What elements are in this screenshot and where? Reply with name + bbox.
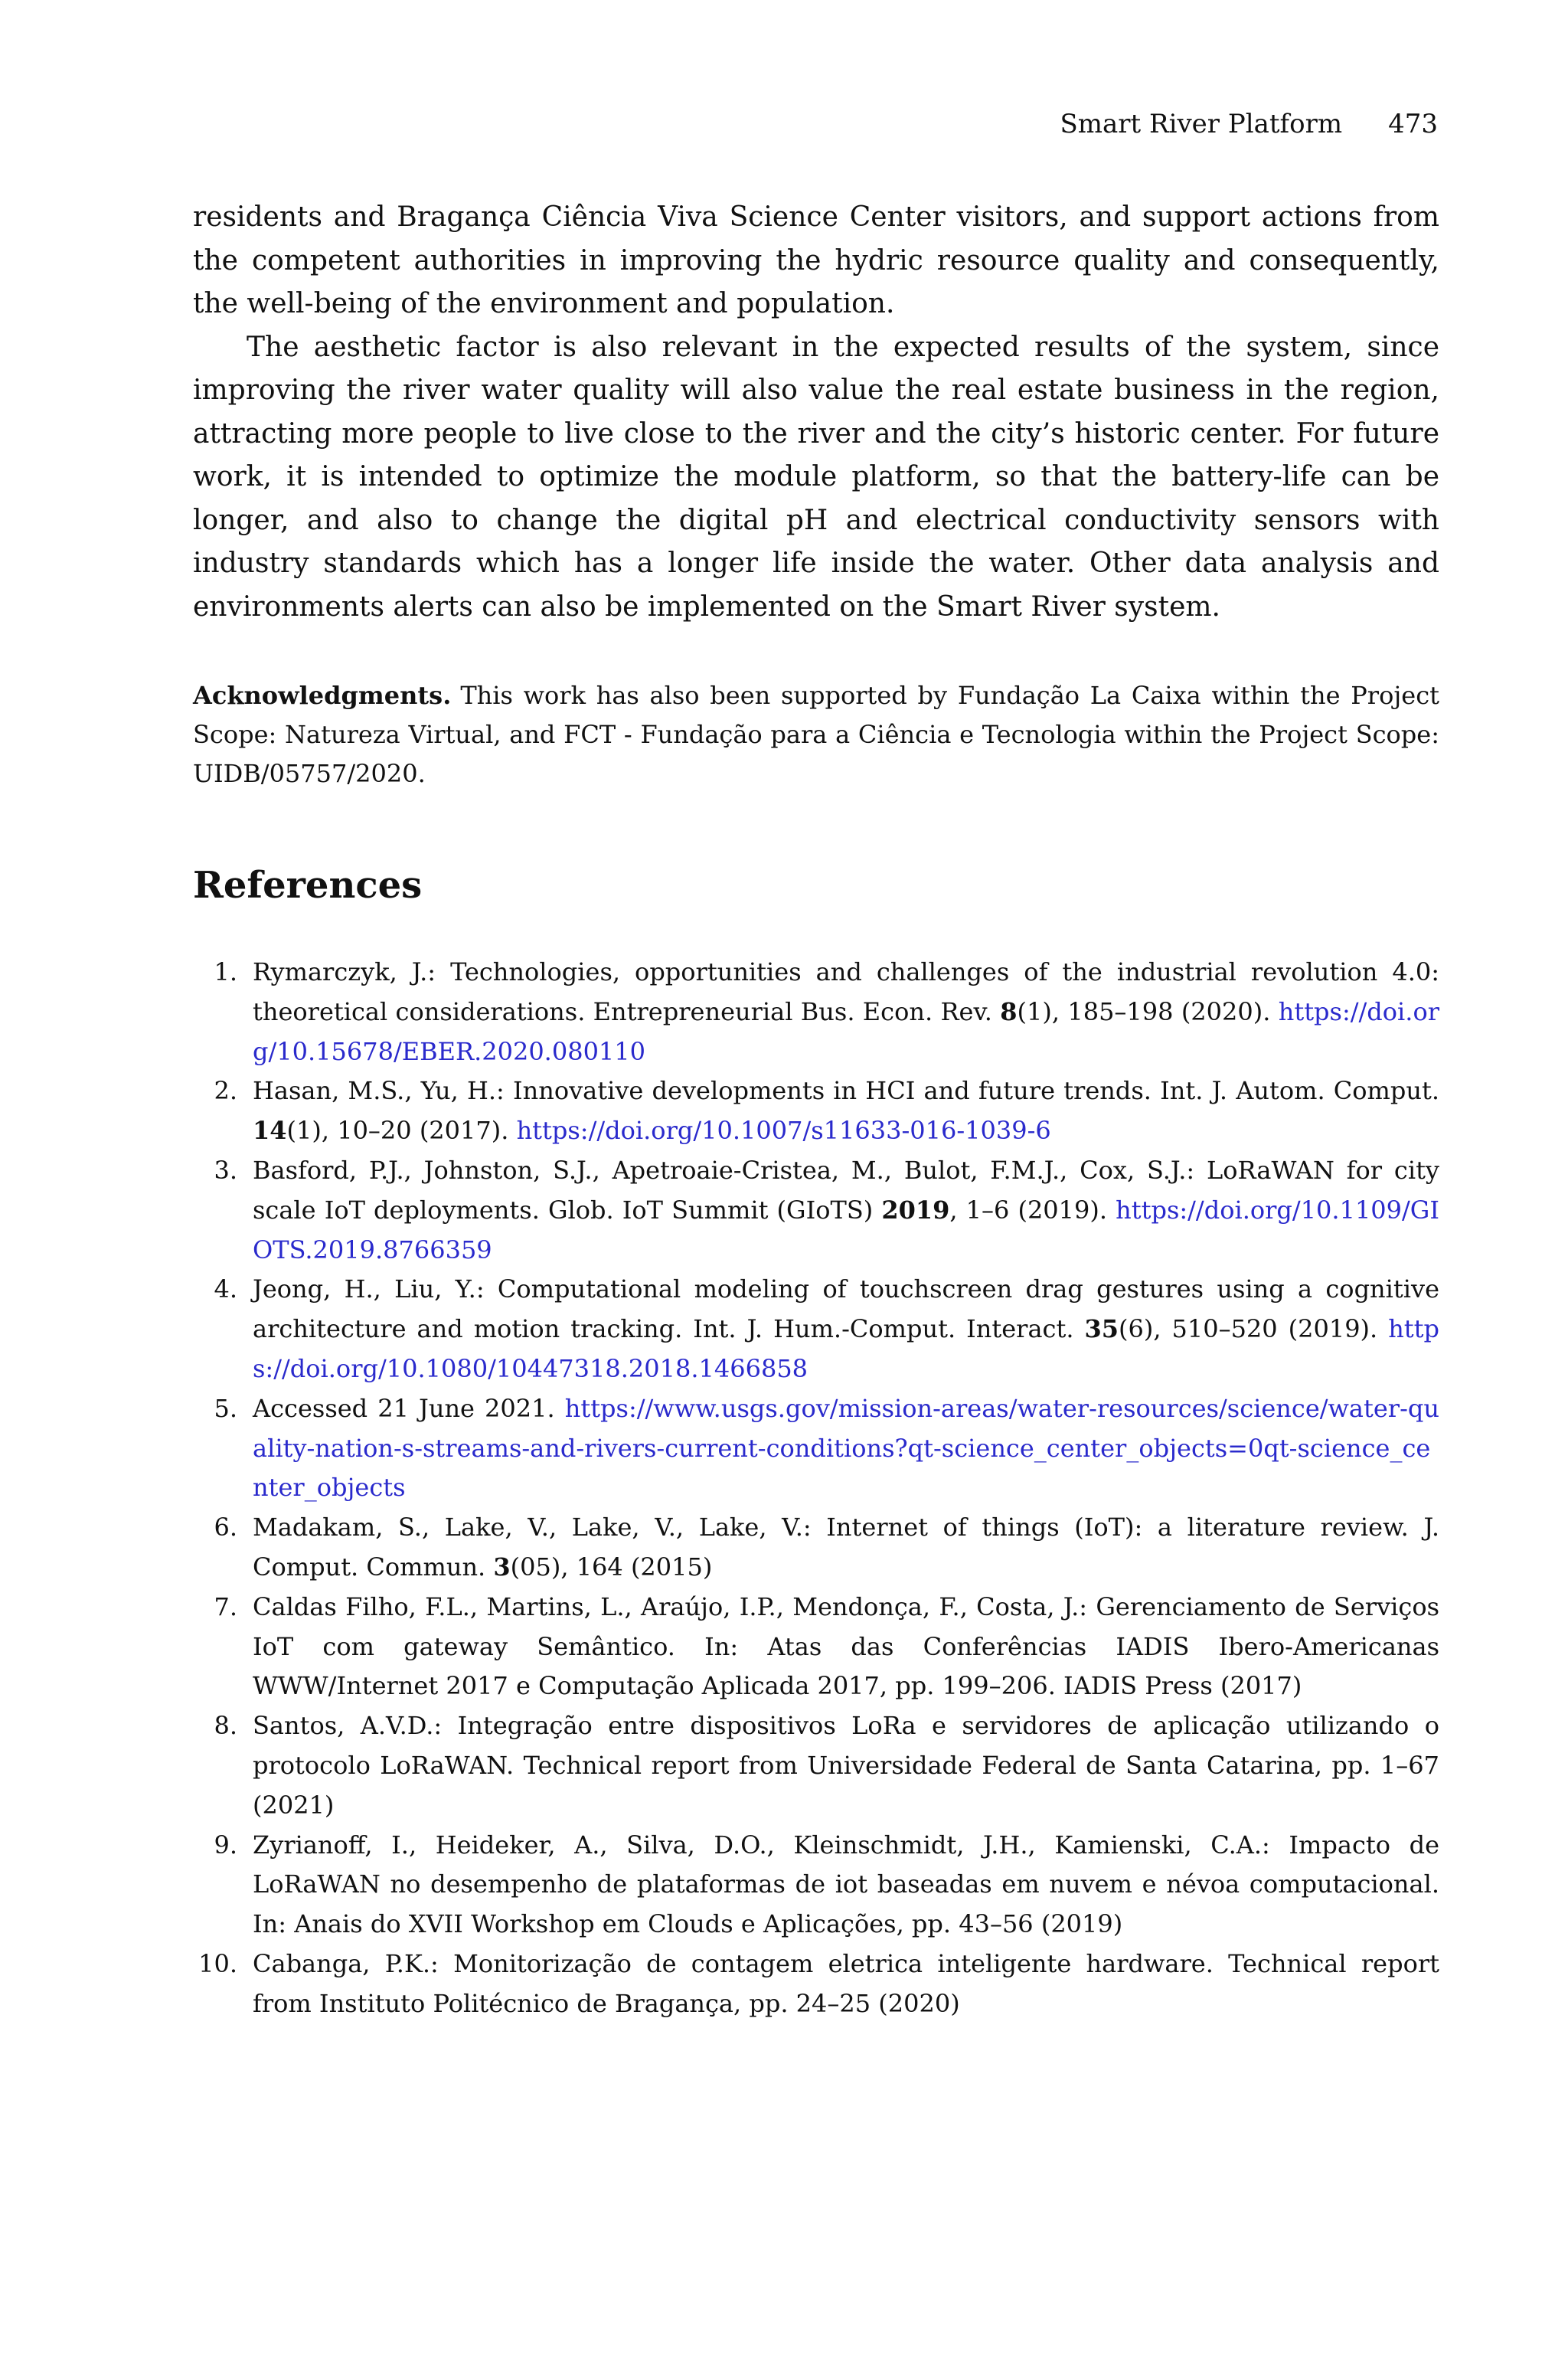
running-header <box>1060 109 1438 139</box>
reference-number: 3. <box>214 1155 237 1185</box>
reference-number: 1. <box>214 957 237 986</box>
reference-number: 2. <box>214 1076 237 1106</box>
reference-item <box>193 953 1439 1071</box>
reference-number: 7. <box>214 1591 237 1621</box>
reference-item <box>193 1706 1439 1825</box>
acknowledgments <box>193 676 1439 793</box>
page-content <box>193 196 1439 2024</box>
reference-text: Jeong, H., Liu, Y.: Computational modeling of touchscreen drag gestures using a cognitive architecture and motion tracking. Int. J. Hum.-Comput. Interact. <box>253 1274 1439 1344</box>
reference-details: (6), 510–520 (2019). <box>1119 1314 1389 1344</box>
reference-item <box>193 1071 1439 1151</box>
reference-text: Zyrianoff, I., Heideker, A., Silva, D.O., Kleinschmidt, J.H., Kamienski, C.A.: Impacto de LoRaWAN no desempenho de plataformas de iot baseadas em nuvem e névoa computacional. In: Anais do XVII Workshop em Clouds e Aplicações, pp. 43–56 (2019) <box>253 1830 1439 1939</box>
reference-text: Basford, P.J., Johnston, S.J., Apetroaie-Cristea, M., Bulot, F.M.J., Cox, S.J.: LoRaWAN for city scale IoT deployments. Glob. IoT Summit (GIoTS) <box>253 1155 1439 1225</box>
reference-details: (05), 164 (2015) <box>510 1552 713 1582</box>
reference-text: Rymarczyk, J.: Technologies, opportunities and challenges of the industrial revolution 4.0: theoretical considerations. Entrepreneurial Bus. Econ. Rev. <box>253 957 1439 1026</box>
reference-number: 9. <box>214 1830 237 1860</box>
reference-volume: 14 <box>253 1116 287 1146</box>
reference-item <box>193 1508 1439 1588</box>
reference-text: Hasan, M.S., Yu, H.: Innovative developments in HCI and future trends. Int. J. Autom. Comput. <box>253 1076 1439 1106</box>
reference-text: Cabanga, P.K.: Monitorização de contagem eletrica inteligente hardware. Technical report from Instituto Politécnico de Bragança, pp. 24–25 (2020) <box>253 1948 1439 2018</box>
reference-details: , 1–6 (2019). <box>949 1195 1116 1225</box>
references-title: References <box>193 864 423 907</box>
reference-item <box>193 1270 1439 1389</box>
reference-volume: 2019 <box>881 1195 950 1225</box>
reference-item <box>193 1151 1439 1270</box>
reference-item <box>193 1389 1439 1508</box>
reference-number: 6. <box>214 1513 237 1542</box>
body-paragraph-2: The aesthetic factor is also relevant in the expected results of the system, since improving the river water quality will also value the real estate business in the region, attracting more people to live close to the river and the city’s historic center. For future work, it is intended to optimize the module platform, so that the battery-life can be longer, and also to change the digital pH and electrical conductivity sensors with industry standards which has a longer life inside the water. Other data analysis and environments alerts can also be implemented on the Smart River system. <box>193 331 1439 623</box>
running-title: Smart River Platform <box>1060 109 1343 139</box>
reference-details: (1), 10–20 (2017). <box>286 1116 517 1146</box>
reference-text: Santos, A.V.D.: Integração entre dispositivos LoRa e servidores de aplicação utilizando o protocolo LoRaWAN. Technical report from Universidade Federal de Santa Catarina, pp. 1–67 (2021) <box>253 1711 1439 1820</box>
reference-text: Caldas Filho, F.L., Martins, L., Araújo, I.P., Mendonça, F., Costa, J.: Gerenciamento de Serviços IoT com gateway Semântico. In: Atas das Conferências IADIS Ibero-Americanas WWW/Internet 2017 e Computação Aplicada 2017, pp. 199–206. IADIS Press (2017) <box>253 1591 1439 1701</box>
reference-url-link[interactable]: https://www.usgs.gov/mission-areas/water-resources/science/water-quality-nation-s-streams-and-rivers-current-conditions?qt-science_center_objects=0qt-science_center_objects <box>253 1393 1439 1503</box>
reference-number: 4. <box>214 1274 237 1304</box>
reference-item <box>193 1588 1439 1706</box>
reference-item <box>193 1826 1439 1945</box>
acknowledgments-text: This work has also been supported by Fundação La Caixa within the Project Scope: Natureza Virtual, and FCT - Fundação para a Ciência e Tecnologia within the Project Scope: UIDB/05757/2020. <box>193 681 1439 788</box>
reference-number: 8. <box>214 1711 237 1741</box>
reference-text: Madakam, S., Lake, V., Lake, V., Lake, V.: Internet of things (IoT): a literature review. J. Comput. Commun. <box>253 1513 1439 1582</box>
reference-volume: 8 <box>1000 996 1018 1026</box>
reference-details: (1), 185–198 (2020). <box>1017 996 1279 1026</box>
page-number: 473 <box>1388 109 1438 139</box>
reference-volume: 35 <box>1084 1314 1119 1344</box>
reference-volume: 3 <box>493 1552 511 1582</box>
reference-doi-link[interactable]: https://doi.org/10.1080/10447318.2018.1466858 <box>253 1314 1439 1383</box>
reference-doi-link[interactable]: https://doi.org/10.15678/EBER.2020.080110 <box>253 996 1440 1066</box>
reference-text: Accessed 21 June 2021. <box>253 1393 565 1423</box>
acknowledgments-heading: Acknowledgments. <box>193 681 452 710</box>
reference-list <box>193 953 1439 2024</box>
reference-number: 10. <box>198 1948 237 1978</box>
reference-doi-link[interactable]: https://doi.org/10.1007/s11633-016-1039-6 <box>516 1116 1051 1146</box>
body-paragraph-1: residents and Bragança Ciência Viva Science Center visitors, and support actions from the competent authorities in improving the hydric resource quality and consequently, the well-being of the environment and population. <box>193 201 1439 319</box>
reference-item <box>193 1945 1439 2024</box>
reference-number: 5. <box>214 1393 237 1423</box>
reference-doi-link[interactable]: https://doi.org/10.1109/GIOTS.2019.8766359 <box>253 1195 1439 1264</box>
